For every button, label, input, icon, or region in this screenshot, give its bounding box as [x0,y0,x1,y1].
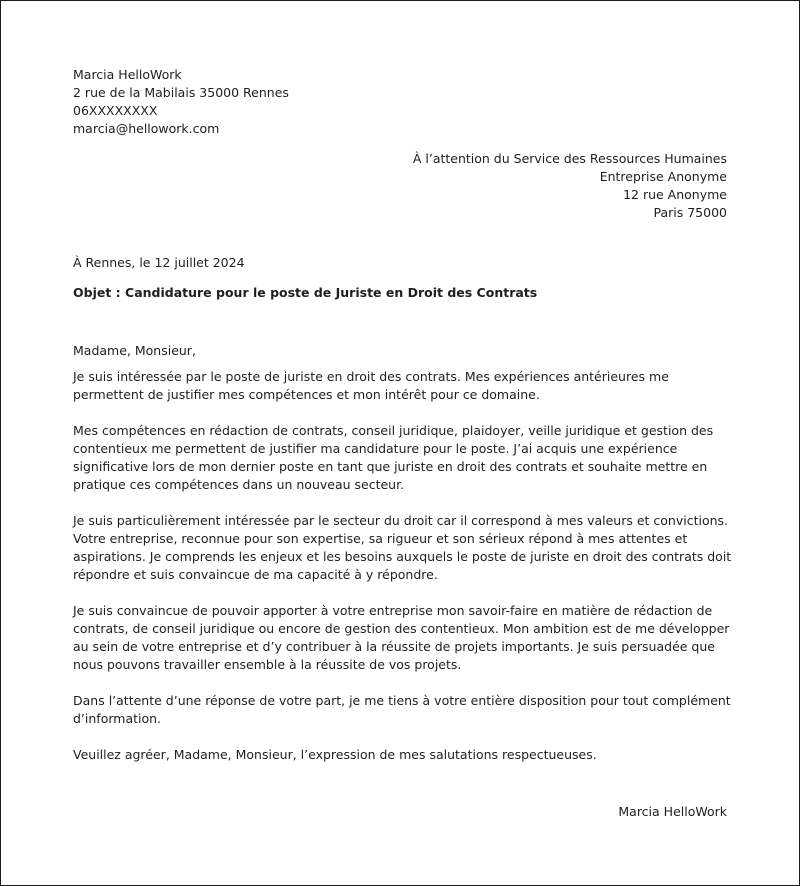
body-paragraph: Je suis intéressée par le poste de juriste en droit des contrats. Mes expériences antérieures me permettent de justifier mes compétences et mon intérêt pour ce domaine. [73,369,669,402]
signature: Marcia HelloWork [618,804,727,819]
body-paragraph: Je suis particulièrement intéressée par le secteur du droit car il correspond à mes valeurs et convictions. Votre entreprise, reconnue pour son expertise, sa rigueur et son sérieux répond à mes attentes et aspirations. Je comprends les enjeux et les besoins auxquels le poste de juriste en droit des contrats doit répondre et suis convaincue de ma capacité à y répondre. [73,513,732,582]
sender-name: Marcia HelloWork [73,67,182,82]
body-paragraph: Je suis convaincue de pouvoir apporter à votre entreprise mon savoir-faire en matière de rédaction de contrats, de conseil juridique ou encore de gestion des contentieux. Mon ambition est de me développer au sein de votre entreprise et d’y contribuer à la réussite de projets importants. Je suis persuadée que nous pouvons travailler ensemble à la réussite de vos projets. [73,603,730,672]
recipient-company: Entreprise Anonyme [599,169,727,184]
letter-body [73,342,733,782]
recipient-attention: À l’attention du Service des Ressources Humaines [412,151,727,166]
body-paragraph: Dans l’attente d’une réponse de votre part, je me tiens à votre entière disposition pour tout complément d’information. [73,693,731,726]
body-paragraph: Mes compétences en rédaction de contrats, conseil juridique, plaidoyer, veille juridique et gestion des contentieux me permettent de justifier ma candidature pour le poste. J’ai acquis une expérience significative lors de mon dernier poste en tant que juriste en droit des contrats et souhaite mettre en pratique ces compétences dans un nouveau secteur. [73,423,714,492]
sender-email: marcia@hellowork.com [73,121,220,136]
recipient-block [413,150,727,222]
recipient-city: Paris 75000 [653,205,727,220]
sender-address: 2 rue de la Mabilais 35000 Rennes [73,85,289,100]
closing-paragraph: Veuillez agréer, Madame, Monsieur, l’expression de mes salutations respectueuses. [73,747,597,762]
sender-block [73,66,289,138]
sender-phone: 06XXXXXXXX [73,103,158,118]
recipient-street: 12 rue Anonyme [623,187,727,202]
letter-date: À Rennes, le 12 juillet 2024 [73,255,245,270]
letter-subject: Objet : Candidature pour le poste de Juriste en Droit des Contrats [73,285,538,300]
salutation: Madame, Monsieur, [73,343,196,358]
